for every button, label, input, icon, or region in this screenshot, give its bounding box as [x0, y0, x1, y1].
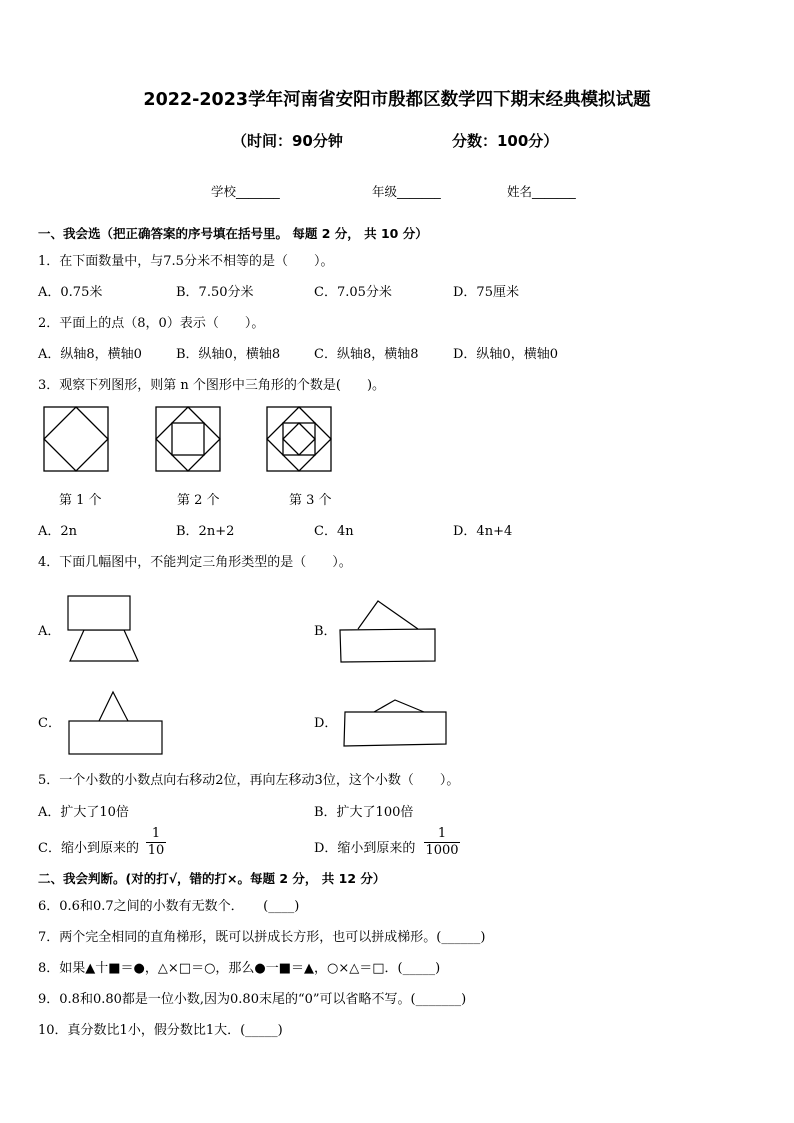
section2-heading: 二、我会判断。(对的打√，错的打×。每题 2 分， 共 12 分）: [38, 871, 386, 886]
q1-option-d: D．75厘米: [453, 285, 519, 300]
question-5: 5．一个小数的小数点向右移动2位，再向左移动3位，这个小数（ ）。: [38, 773, 460, 788]
page-title: 2022-2023学年河南省安阳市殷都区数学四下期末经典模拟试题: [143, 90, 651, 110]
fraction-denominator: 10: [147, 843, 165, 858]
q5-option-c-fraction: [146, 826, 166, 859]
q5-option-c: C．缩小到原来的: [38, 841, 139, 856]
question-2: 2．平面上的点（8，0）表示（ ）。: [38, 316, 265, 331]
school-field: 学校_______: [211, 184, 280, 199]
q1-option-a: A．0.75米: [38, 285, 103, 300]
question-6: 6．0.6和0.7之间的小数有无数个． (____): [38, 899, 300, 914]
q3-option-b: B．2n+2: [176, 524, 235, 539]
question-4: 4．下面几幅图中，不能判定三角形类型的是（ ）。: [38, 555, 352, 570]
figure-1-nested-squares: [43, 406, 109, 472]
q4-figure-a-triangle-behind-rectangle: [66, 594, 142, 664]
fraction-denominator: 1000: [425, 843, 459, 858]
q5-option-b: B．扩大了100倍: [314, 805, 414, 820]
question-10: 10．真分数比1小，假分数比1大．(_____): [38, 1023, 283, 1038]
q1-option-b: B．7.50分米: [176, 285, 254, 300]
q4-label-a: A．: [38, 624, 61, 639]
figure-1-caption: 第 1 个: [59, 493, 102, 508]
question-8: 8．如果▲十■＝●，△×□＝○，那么●一■＝▲，○×△＝□．(_____): [38, 961, 441, 976]
figure-3-nested-squares: [266, 406, 332, 472]
q4-label-c: C．: [38, 716, 61, 731]
q2-option-c: C．纵轴8，横轴8: [314, 347, 419, 362]
q2-option-b: B．纵轴0，横轴8: [176, 347, 281, 362]
q5-option-a: A．扩大了10倍: [38, 805, 129, 820]
q5-option-d-fraction: [424, 826, 460, 859]
section1-heading: 一、我会选（把正确答案的序号填在括号里。 每题 2 分， 共 10 分）: [38, 226, 428, 241]
question-3: 3．观察下列图形，则第 n 个图形中三角形的个数是( )。: [38, 378, 386, 393]
q4-figure-d-triangle-on-rectangle: [340, 696, 450, 752]
q1-option-c: C．7.05分米: [314, 285, 392, 300]
figure-2-nested-squares: [155, 406, 221, 472]
question-1: 1．在下面数量中，与7.5分米不相等的是（ ）。: [38, 254, 334, 269]
exam-time: （时间：90分钟: [232, 132, 343, 150]
grade-field: 年级_______: [372, 184, 441, 199]
name-field: 姓名_______: [507, 184, 576, 199]
q2-option-d: D．纵轴0，横轴0: [453, 347, 558, 362]
q4-label-b: B．: [314, 624, 337, 639]
exam-score: 分数：100分）: [452, 132, 559, 150]
question-9: 9．0.8和0.80都是一位小数,因为0.80末尾的“0”可以省略不写。(_______): [38, 992, 467, 1007]
q4-figure-b-triangle-on-rectangle: [338, 598, 438, 666]
fraction-numerator: 1: [151, 826, 161, 841]
fraction-numerator: 1: [437, 826, 447, 841]
q4-label-d: D．: [314, 716, 338, 731]
q2-option-a: A．纵轴8，横轴0: [38, 347, 142, 362]
q5-option-d: D．缩小到原来的: [314, 841, 416, 856]
q3-option-c: C．4n: [314, 524, 354, 539]
q4-figure-c-triangle-on-rectangle: [66, 689, 166, 757]
question-7: 7．两个完全相同的直角梯形，既可以拼成长方形，也可以拼成梯形。(______): [38, 930, 486, 945]
q3-option-d: D．4n+4: [453, 524, 513, 539]
figure-3-caption: 第 3 个: [289, 493, 332, 508]
q3-option-a: A．2n: [38, 524, 78, 539]
figure-2-caption: 第 2 个: [177, 493, 220, 508]
